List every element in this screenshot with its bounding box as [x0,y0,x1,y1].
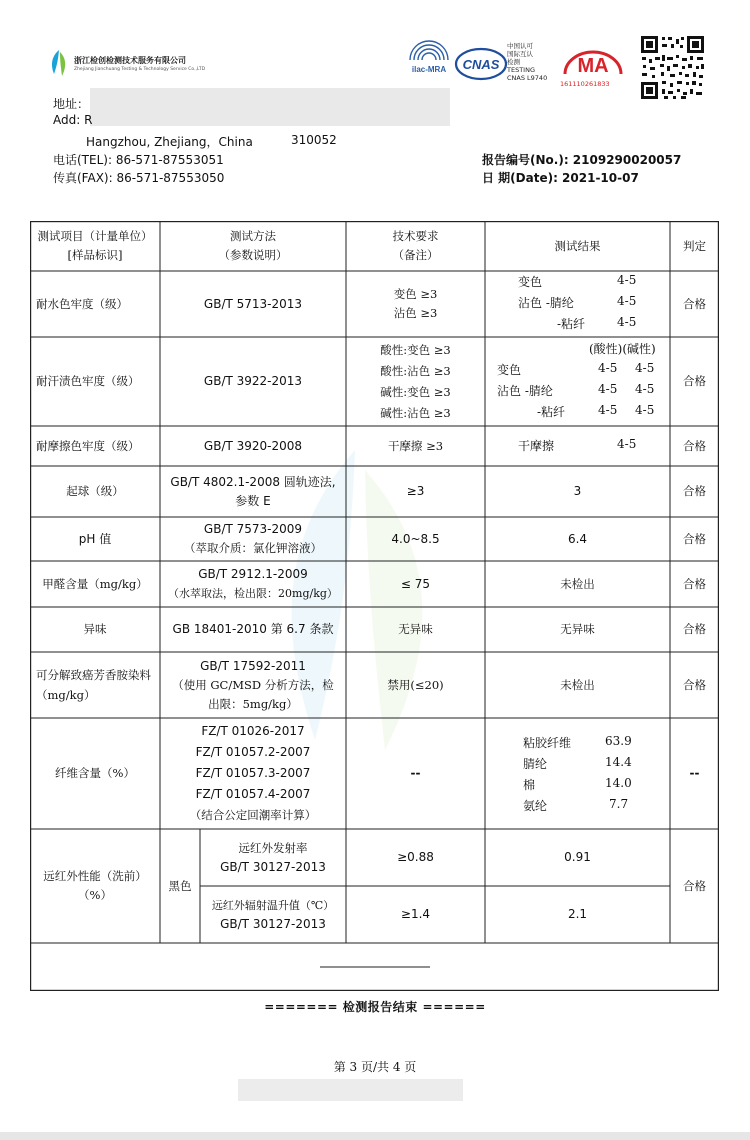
header-verdict: 判定 [683,238,706,253]
formaldehyde-method-line1: GB/T 2912.1-2009 [198,567,308,581]
footer-redacted [238,1079,463,1101]
cnas-label: CNAS [462,57,500,72]
fiber-method-line5: （结合公定回潮率计算） [189,808,317,822]
row-pilling-item: 起球（级） [66,484,124,498]
infrared-m2-line1: 远红外辐射温升值（℃） [211,898,335,912]
row-infrared-req1: ≥0.88 [397,850,434,864]
pilling-method-line1: GB/T 4802.1-2008 圆轨迹法, [170,474,336,489]
row-water-verdict: 合格 [683,296,706,311]
fiber-res-value4: 7.7 [609,797,629,811]
formaldehyde-method-line2: （水萃取法，检出限：20mg/kg） [168,587,338,600]
row-odor-item: 异味 [83,622,107,636]
row-water-result [485,271,670,337]
row-azo-verdict: 合格 [683,677,706,692]
address-en-label: Add: R [53,113,93,127]
row-odor-method: GB 18401-2010 第 6.7 条款 [172,622,334,636]
sweat-res-acid2: 4-5 [598,382,618,396]
row-rub-result [485,426,670,466]
water-res-label3: -粘纤 [557,317,586,331]
azo-method-line2: （使用 GC/MSD 分析方法，检 [172,677,334,692]
header-method-sub: （参数说明） [218,248,288,262]
row-rub-item: 耐摩擦色牢度（级） [36,438,140,453]
row-pilling-req: ≥3 [406,484,425,498]
row-sweat-req3: 碱性:变色 ≥3 [380,384,451,399]
test-results-table [30,221,719,991]
row-sweat-verdict: 合格 [683,374,706,388]
fiber-method-line4: FZ/T 01057.4-2007 [195,787,311,801]
ilac-mra-logo-icon [404,40,454,86]
azo-method-line3: 出限：5mg/kg） [208,696,298,711]
sweat-res-alk1: 4-5 [635,361,655,375]
sweat-res-acid1: 4-5 [598,361,618,375]
row-rub-verdict: 合格 [683,438,706,453]
header-item-label: 测试项目（计量单位） [37,229,153,243]
sweat-res-head: (酸性)(碱性) [589,342,656,356]
header-method-label: 测试方法 [230,229,276,243]
row-infrared-res1: 0.91 [564,850,591,864]
fiber-res-value3: 14.0 [605,776,632,790]
row-sweat-req1: 酸性:变色 ≥3 [380,342,451,357]
header-method [160,221,346,271]
tel-line: 电话(TEL): 86-571-87553051 [53,153,224,167]
azo-method-line1: GB/T 17592-2011 [200,658,306,673]
row-fiber-method [160,718,346,829]
fiber-method-line1: FZ/T 01026-2017 [201,724,305,738]
header-item [30,221,160,271]
header-req-label: 技术要求 [392,229,439,243]
report-date: 日 期(Date): 2021-10-07 [482,171,639,185]
row-sweat-req4: 碱性:沾色 ≥3 [380,405,451,420]
row-infrared-req2: ≥1.4 [400,907,431,921]
row-ph-req: 4.0~8.5 [391,531,440,546]
sweat-res-label3: -粘纤 [537,405,566,419]
row-water-item: 耐水色牢度（级） [36,296,128,311]
fax-line: 传真(FAX): 86-571-87553050 [53,171,225,185]
row-azo-result: 未检出 [560,677,595,692]
row-infrared-res2: 2.1 [567,907,588,921]
row-sweat-req2: 酸性:沾色 ≥3 [380,363,451,378]
row-infrared-method2 [200,886,346,943]
water-res-value1: 4-5 [617,273,637,287]
row-formaldehyde-verdict: 合格 [683,576,706,591]
pilling-method-line2: 参数 E [235,493,271,508]
company-name-en: Zhejiang Jianchuang Testing & Technology Service Co.,LTD [74,67,206,72]
row-infrared-verdict: 合格 [683,878,706,893]
row-pilling-method [160,466,346,517]
fiber-res-label3: 棉 [523,778,536,792]
row-infrared-item [30,829,160,943]
cnas-logo-icon [454,46,508,82]
company-name-cn: 浙江检创检测技术服务有限公司 [74,56,186,65]
fiber-method-line2: FZ/T 01057.2-2007 [195,745,311,759]
row-pilling-verdict: 合格 [683,484,706,498]
sweat-res-label2: 沾色 -腈纶 [497,384,553,398]
address-city: Hangzhou, Zhejiang，China [86,135,253,149]
infrared-m1-line2: GB/T 30127-2013 [220,859,326,874]
rub-res-value: 4-5 [617,437,637,451]
row-fiber-req: -- [410,766,421,780]
water-res-value3: 4-5 [617,315,637,329]
row-azo-method [160,652,346,718]
address-postcode: 310052 [291,133,337,147]
row-ph-method [160,517,346,561]
row-water-method: GB/T 5713-2013 [203,296,303,311]
row-ph-verdict: 合格 [683,531,706,546]
row-azo-item: 可分解致癌芳香胺染料（mg/kg） [36,668,151,702]
fiber-res-value1: 63.9 [605,734,632,748]
address-cn-label: 地址： [53,97,90,111]
row-fiber-result [485,718,670,829]
rub-res-label: 干摩擦 [518,439,555,453]
fiber-method-line3: FZ/T 01057.3-2007 [195,766,311,780]
page-number: 第 3 页/共 4 页 [333,1060,417,1074]
header-req-sub: （备注） [392,248,439,262]
row-fiber-verdict: -- [689,766,700,780]
row-odor-verdict: 合格 [683,622,706,636]
row-sweat-method: GB/T 3922-2013 [203,374,303,388]
fiber-res-value2: 14.4 [605,755,632,769]
infrared-m2-line2: GB/T 30127-2013 [220,916,326,931]
water-res-label1: 变色 [518,275,543,289]
address-redacted [90,88,450,126]
row-water-req1: 变色 ≥3 [393,287,438,301]
sweat-res-label1: 变色 [497,363,522,377]
row-formaldehyde-result: 未检出 [560,576,595,591]
row-rub-req: 干摩擦 ≥3 [387,438,444,453]
report-end-marker: ======= 检测报告结束 ====== [264,1000,486,1014]
row-sweat-result [485,337,670,426]
row-odor-result: 无异味 [560,622,595,636]
row-fiber-item: 纤维含量（%） [55,766,135,780]
row-infrared-sample: 黑色 [168,878,192,893]
fiber-res-label2: 腈纶 [523,757,548,771]
cma-number: 161110261833 [560,80,610,88]
row-formaldehyde-req: ≤ 75 [400,576,431,591]
sweat-res-acid3: 4-5 [598,403,618,417]
ma-label: MA [577,55,609,77]
header-item-sub: [样品标识] [67,248,123,262]
ph-method-line2: （萃取介质：氯化钾溶液） [184,541,322,555]
fiber-res-label1: 粘胶纤维 [523,736,572,750]
sweat-res-alk3: 4-5 [635,403,655,417]
row-infrared-method1 [200,829,346,886]
infrared-item-line2: （%） [78,888,112,902]
row-formaldehyde-method [160,561,346,607]
sweat-res-alk2: 4-5 [635,382,655,396]
infrared-m1-line1: 远红外发射率 [238,840,308,855]
row-pilling-result: 3 [573,484,582,498]
row-azo-req: 禁用(≤20) [387,677,444,692]
ilac-label: ilac-MRA [411,65,447,74]
row-ph-result: 6.4 [567,531,588,546]
company-logo-icon [48,48,70,80]
header-requirement [346,221,485,271]
row-sweat-req [346,337,485,426]
report-number: 报告编号(No.): 2109290020057 [482,153,682,167]
cnas-cert-text: 中国认可 国际互认 检测 TESTING CNAS L9740 [507,42,548,82]
row-formaldehyde-item: 甲醛含量（mg/kg） [42,576,148,591]
qr-code-icon [640,35,705,100]
water-res-value2: 4-5 [617,294,637,308]
row-sweat-item: 耐汗渍色牢度（级） [36,374,140,388]
row-water-req2: 沾色 ≥3 [393,306,438,320]
ph-method-line1: GB/T 7573-2009 [203,522,303,536]
row-ph-item: pH 值 [78,531,112,546]
water-res-label2: 沾色 -腈纶 [518,296,574,310]
page-bottom-edge [0,1132,750,1140]
row-odor-req: 无异味 [398,622,433,636]
infrared-item-line1: 远红外性能（洗前） [43,869,147,883]
header-result: 测试结果 [554,238,601,253]
row-water-req [346,271,485,337]
fiber-res-label4: 氨纶 [523,799,548,813]
row-rub-method: GB/T 3920-2008 [203,438,303,453]
